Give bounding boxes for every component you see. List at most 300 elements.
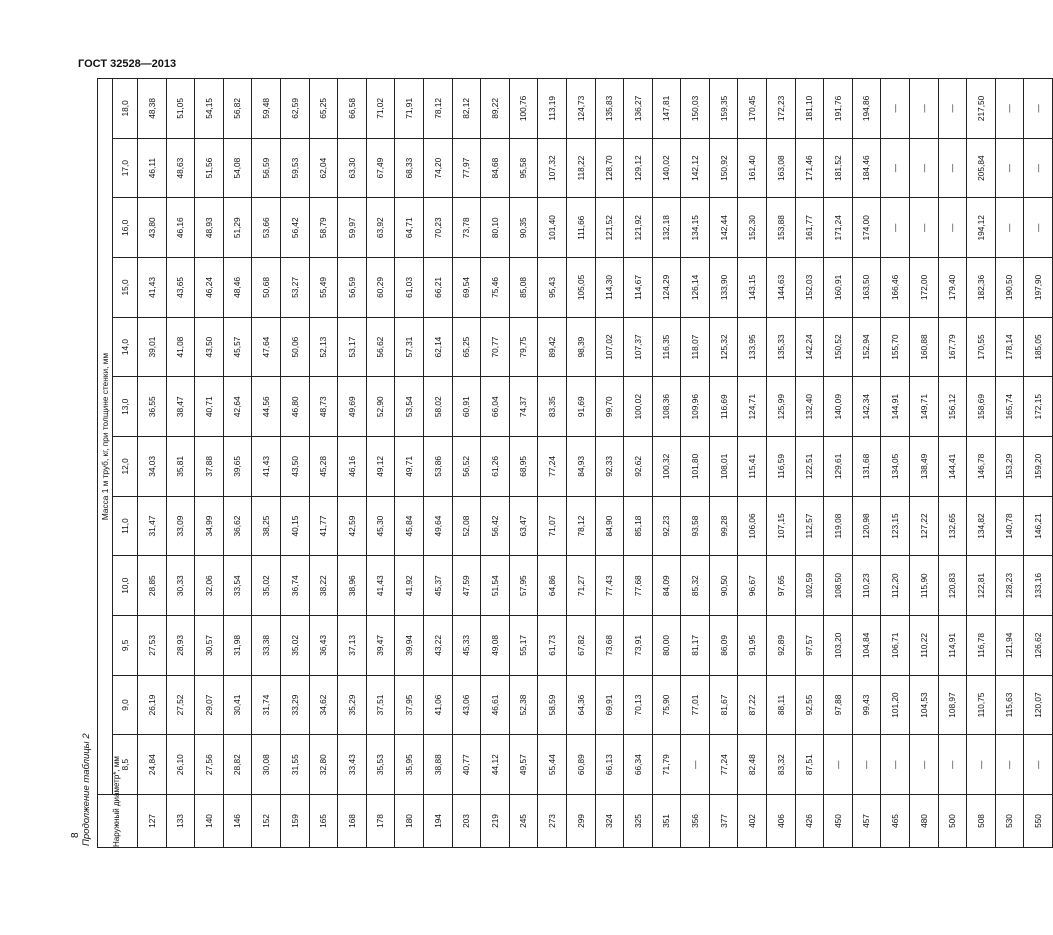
- mass-cell: 74,20: [423, 138, 452, 198]
- mass-cell: —: [1024, 138, 1053, 198]
- mass-cell: 159,35: [709, 79, 738, 139]
- mass-cell: 172,23: [767, 79, 796, 139]
- mass-cell: 38,25: [252, 496, 281, 556]
- mass-cell: 110,22: [910, 616, 939, 676]
- mass-cell: —: [1024, 735, 1053, 795]
- mass-cell: 110,75: [967, 675, 996, 735]
- mass-cell: 46,24: [195, 258, 224, 318]
- mass-cell: 36,43: [309, 616, 338, 676]
- mass-cell: 118,07: [681, 317, 710, 377]
- mass-cell: 54,15: [195, 79, 224, 139]
- mass-cell: 38,22: [309, 556, 338, 616]
- mass-cell: 30,08: [252, 735, 281, 795]
- mass-cell: 110,23: [852, 556, 881, 616]
- mass-cell: 160,91: [824, 258, 853, 318]
- mass-cell: 134,05: [881, 437, 910, 497]
- mass-cell: 170,55: [967, 317, 996, 377]
- mass-cell: 91,95: [738, 616, 767, 676]
- mass-cell: 191,76: [824, 79, 853, 139]
- mass-cell: 63,30: [338, 138, 367, 198]
- diameter-cell: 245: [509, 795, 538, 848]
- wall-thickness-header: 14,0: [113, 317, 138, 377]
- mass-cell: 113,19: [538, 79, 567, 139]
- table-row: [967, 79, 996, 848]
- mass-cell: 31,55: [280, 735, 309, 795]
- mass-cell: 152,94: [852, 317, 881, 377]
- mass-cell: 179,40: [938, 258, 967, 318]
- mass-cell: —: [910, 735, 939, 795]
- diameter-cell: 127: [138, 795, 167, 848]
- mass-cell: 217,50: [967, 79, 996, 139]
- mass-cell: 111,66: [566, 198, 595, 258]
- mass-cell: 40,71: [195, 377, 224, 437]
- table-row: [481, 79, 510, 848]
- mass-cell: 150,92: [709, 138, 738, 198]
- table-row: [166, 79, 195, 848]
- mass-cell: 144,63: [767, 258, 796, 318]
- diameter-cell: 550: [1024, 795, 1053, 848]
- mass-cell: 159,20: [1024, 437, 1053, 497]
- table-row: [366, 79, 395, 848]
- diameter-cell: 133: [166, 795, 195, 848]
- mass-cell: —: [995, 735, 1024, 795]
- mass-cell: 41,43: [252, 437, 281, 497]
- mass-cell: 50,68: [252, 258, 281, 318]
- mass-cell: 91,69: [566, 377, 595, 437]
- mass-cell: 82,12: [452, 79, 481, 139]
- mass-cell: 81,17: [681, 616, 710, 676]
- mass-cell: 92,62: [624, 437, 653, 497]
- mass-cell: 41,06: [423, 675, 452, 735]
- mass-cell: 87,51: [795, 735, 824, 795]
- mass-cell: 133,16: [1024, 556, 1053, 616]
- document-header: ГОСТ 32528—2013: [78, 58, 177, 70]
- mass-cell: 56,82: [223, 79, 252, 139]
- mass-cell: 49,08: [481, 616, 510, 676]
- mass-cell: 31,47: [138, 496, 167, 556]
- mass-cell: 48,46: [223, 258, 252, 318]
- mass-cell: 30,33: [166, 556, 195, 616]
- mass-cell: 43,80: [138, 198, 167, 258]
- mass-cell: 118,22: [566, 138, 595, 198]
- mass-cell: 27,52: [166, 675, 195, 735]
- mass-cell: 61,73: [538, 616, 567, 676]
- mass-cell: —: [995, 198, 1024, 258]
- mass-cell: 108,97: [938, 675, 967, 735]
- mass-cell: —: [995, 79, 1024, 139]
- mass-cell: 39,65: [223, 437, 252, 497]
- mass-cell: 97,65: [767, 556, 796, 616]
- mass-cell: 56,62: [366, 317, 395, 377]
- mass-cell: 160,88: [910, 317, 939, 377]
- mass-cell: 52,38: [509, 675, 538, 735]
- mass-cell: 66,34: [624, 735, 653, 795]
- mass-cell: 143,15: [738, 258, 767, 318]
- mass-cell: 170,45: [738, 79, 767, 139]
- mass-cell: 56,59: [338, 258, 367, 318]
- mass-cell: 63,92: [366, 198, 395, 258]
- mass-cell: 92,55: [795, 675, 824, 735]
- mass-cell: 51,54: [481, 556, 510, 616]
- table-row: [881, 79, 910, 848]
- mass-cell: 84,90: [595, 496, 624, 556]
- mass-cell: 172,15: [1024, 377, 1053, 437]
- mass-cell: 181,10: [795, 79, 824, 139]
- mass-cell: 78,12: [423, 79, 452, 139]
- mass-cell: 66,04: [481, 377, 510, 437]
- mass-cell: 30,41: [223, 675, 252, 735]
- mass-cell: 48,93: [195, 198, 224, 258]
- table-row: [223, 79, 252, 848]
- mass-cell: 90,50: [709, 556, 738, 616]
- mass-cell: 60,91: [452, 377, 481, 437]
- mass-cell: 101,20: [881, 675, 910, 735]
- mass-cell: 46,16: [338, 437, 367, 497]
- mass-cell: 41,08: [166, 317, 195, 377]
- table-row: [338, 79, 367, 848]
- mass-cell: 64,86: [538, 556, 567, 616]
- mass-cell: 45,37: [423, 556, 452, 616]
- mass-cell: 59,97: [338, 198, 367, 258]
- mass-cell: 65,25: [452, 317, 481, 377]
- table-row: [195, 79, 224, 848]
- mass-cell: 27,53: [138, 616, 167, 676]
- mass-cell: —: [881, 735, 910, 795]
- mass-cell: 63,47: [509, 496, 538, 556]
- mass-cell: 43,06: [452, 675, 481, 735]
- mass-cell: 158,69: [967, 377, 996, 437]
- mass-cell: 37,13: [338, 616, 367, 676]
- mass-cell: 122,51: [795, 437, 824, 497]
- mass-cell: 49,69: [338, 377, 367, 437]
- diameter-cell: 351: [652, 795, 681, 848]
- mass-cell: 132,40: [795, 377, 824, 437]
- mass-cell: —: [938, 735, 967, 795]
- table-row: [538, 79, 567, 848]
- mass-cell: 77,68: [624, 556, 653, 616]
- mass-cell: 124,71: [738, 377, 767, 437]
- mass-cell: 36,55: [138, 377, 167, 437]
- mass-cell: 46,80: [280, 377, 309, 437]
- diameter-cell: 402: [738, 795, 767, 848]
- mass-cell: 60,29: [366, 258, 395, 318]
- mass-cell: 142,34: [852, 377, 881, 437]
- diameter-cell: 450: [824, 795, 853, 848]
- mass-cell: 121,92: [624, 198, 653, 258]
- mass-cell: 144,41: [938, 437, 967, 497]
- table-row: [452, 79, 481, 848]
- mass-cell: 106,71: [881, 616, 910, 676]
- table-row: [824, 79, 853, 848]
- wall-thickness-header: 8,5: [113, 735, 138, 795]
- mass-cell: 144,91: [881, 377, 910, 437]
- mass-cell: 64,36: [566, 675, 595, 735]
- diameter-cell: 356: [681, 795, 710, 848]
- mass-cell: 55,49: [309, 258, 338, 318]
- diameter-cell: 377: [709, 795, 738, 848]
- mass-cell: 78,12: [566, 496, 595, 556]
- mass-cell: 34,03: [138, 437, 167, 497]
- wall-thickness-header: 12,0: [113, 437, 138, 497]
- mass-cell: 77,97: [452, 138, 481, 198]
- mass-cell: 44,56: [252, 377, 281, 437]
- mass-cell: 33,54: [223, 556, 252, 616]
- mass-cell: 105,05: [566, 258, 595, 318]
- mass-cell: 59,48: [252, 79, 281, 139]
- diameter-cell: 426: [795, 795, 824, 848]
- mass-cell: 47,64: [252, 317, 281, 377]
- mass-cell: 61,03: [395, 258, 424, 318]
- mass-cell: 41,92: [395, 556, 424, 616]
- diameter-cell: 168: [338, 795, 367, 848]
- mass-cell: 101,80: [681, 437, 710, 497]
- mass-cell: 69,91: [595, 675, 624, 735]
- mass-cell: 40,15: [280, 496, 309, 556]
- mass-cell: 142,12: [681, 138, 710, 198]
- mass-cell: 123,15: [881, 496, 910, 556]
- diameter-cell: 152: [252, 795, 281, 848]
- mass-cell: 167,79: [938, 317, 967, 377]
- mass-cell: 104,53: [910, 675, 939, 735]
- mass-cell: 120,83: [938, 556, 967, 616]
- wall-thickness-header: 13,0: [113, 377, 138, 437]
- mass-cell: 39,94: [395, 616, 424, 676]
- mass-cell: 69,54: [452, 258, 481, 318]
- mass-cell: 39,47: [366, 616, 395, 676]
- mass-cell: 33,43: [338, 735, 367, 795]
- table-row: [138, 79, 167, 848]
- mass-cell: 112,20: [881, 556, 910, 616]
- mass-cell: 59,53: [280, 138, 309, 198]
- mass-cell: 38,88: [423, 735, 452, 795]
- mass-cell: 41,77: [309, 496, 338, 556]
- mass-cell: 35,81: [166, 437, 195, 497]
- mass-cell: 57,95: [509, 556, 538, 616]
- mass-cell: —: [938, 79, 967, 139]
- mass-cell: —: [681, 735, 710, 795]
- mass-cell: 99,43: [852, 675, 881, 735]
- mass-cell: 62,04: [309, 138, 338, 198]
- mass-cell: 114,91: [938, 616, 967, 676]
- table-row: [681, 79, 710, 848]
- table-row: [938, 79, 967, 848]
- mass-cell: 70,13: [624, 675, 653, 735]
- mass-cell: —: [967, 735, 996, 795]
- table-row: [595, 79, 624, 848]
- mass-cell: 134,82: [967, 496, 996, 556]
- table-row: [767, 79, 796, 848]
- mass-cell: 77,24: [538, 437, 567, 497]
- mass-cell: 121,94: [995, 616, 1024, 676]
- mass-cell: 85,18: [624, 496, 653, 556]
- mass-cell: 44,12: [481, 735, 510, 795]
- mass-cell: 71,91: [395, 79, 424, 139]
- mass-cell: 77,24: [709, 735, 738, 795]
- mass-cell: —: [995, 138, 1024, 198]
- mass-cell: 129,61: [824, 437, 853, 497]
- mass-cell: 52,08: [452, 496, 481, 556]
- mass-cell: 49,57: [509, 735, 538, 795]
- mass-cell: 121,52: [595, 198, 624, 258]
- mass-cell: 131,68: [852, 437, 881, 497]
- mass-cell: 161,77: [795, 198, 824, 258]
- mass-cell: 75,46: [481, 258, 510, 318]
- mass-cell: 37,51: [366, 675, 395, 735]
- mass-cell: 52,13: [309, 317, 338, 377]
- wall-thickness-header: 9,0: [113, 675, 138, 735]
- mass-cell: 45,57: [223, 317, 252, 377]
- table-row: [795, 79, 824, 848]
- mass-cell: 43,22: [423, 616, 452, 676]
- diameter-cell: 203: [452, 795, 481, 848]
- mass-cell: 52,90: [366, 377, 395, 437]
- mass-cell: 41,43: [138, 258, 167, 318]
- diameter-cell: 140: [195, 795, 224, 848]
- mass-cell: 152,30: [738, 198, 767, 258]
- mass-cell: 108,36: [652, 377, 681, 437]
- mass-cell: 120,98: [852, 496, 881, 556]
- mass-cell: 28,85: [138, 556, 167, 616]
- mass-cell: 114,30: [595, 258, 624, 318]
- mass-cell: 115,63: [995, 675, 1024, 735]
- diameter-cell: 273: [538, 795, 567, 848]
- diameter-cell: 219: [481, 795, 510, 848]
- wall-thickness-header: 17,0: [113, 138, 138, 198]
- mass-cell: 35,02: [252, 556, 281, 616]
- mass-cell: 33,38: [252, 616, 281, 676]
- table-row: [423, 79, 452, 848]
- mass-cell: 77,01: [681, 675, 710, 735]
- page-number: 8: [70, 832, 81, 838]
- mass-cell: 190,50: [995, 258, 1024, 318]
- mass-cell: 136,27: [624, 79, 653, 139]
- mass-cell: 64,71: [395, 198, 424, 258]
- mass-cell: 28,82: [223, 735, 252, 795]
- mass-cell: 107,32: [538, 138, 567, 198]
- mass-cell: —: [910, 198, 939, 258]
- mass-cell: 197,90: [1024, 258, 1053, 318]
- mass-cell: 125,32: [709, 317, 738, 377]
- mass-cell: 26,10: [166, 735, 195, 795]
- diameter-cell: 508: [967, 795, 996, 848]
- mass-cell: 124,73: [566, 79, 595, 139]
- mass-cell: 62,59: [280, 79, 309, 139]
- mass-cell: 46,11: [138, 138, 167, 198]
- mass-cell: 33,09: [166, 496, 195, 556]
- mass-cell: 83,32: [767, 735, 796, 795]
- mass-cell: 53,66: [252, 198, 281, 258]
- pipe-mass-table: [97, 78, 1053, 848]
- diameter-cell: 194: [423, 795, 452, 848]
- mass-cell: 90,35: [509, 198, 538, 258]
- mass-cell: 108,01: [709, 437, 738, 497]
- wall-thickness-header: 9,5: [113, 616, 138, 676]
- mass-cell: 149,71: [910, 377, 939, 437]
- mass-cell: 67,82: [566, 616, 595, 676]
- mass-cell: 89,22: [481, 79, 510, 139]
- mass-cell: 185,05: [1024, 317, 1053, 377]
- mass-cell: 70,77: [481, 317, 510, 377]
- mass-cell: 42,59: [338, 496, 367, 556]
- mass-cell: 58,79: [309, 198, 338, 258]
- mass-cell: 53,27: [280, 258, 309, 318]
- mass-cell: —: [938, 198, 967, 258]
- mass-cell: 125,99: [767, 377, 796, 437]
- mass-cell: 153,29: [995, 437, 1024, 497]
- mass-cell: 54,08: [223, 138, 252, 198]
- mass-cell: 75,90: [652, 675, 681, 735]
- table-header-row: [98, 79, 113, 848]
- table-row: [395, 79, 424, 848]
- mass-cell: 48,38: [138, 79, 167, 139]
- diameter-cell: 530: [995, 795, 1024, 848]
- mass-cell: 28,93: [166, 616, 195, 676]
- mass-cell: 47,59: [452, 556, 481, 616]
- mass-cell: 171,24: [824, 198, 853, 258]
- mass-cell: 53,86: [423, 437, 452, 497]
- mass-cell: 194,12: [967, 198, 996, 258]
- mass-cell: 24,84: [138, 735, 167, 795]
- table-caption: Продолжение таблицы 2: [81, 733, 92, 846]
- mass-cell: —: [881, 198, 910, 258]
- mass-cell: 43,65: [166, 258, 195, 318]
- wall-thickness-header: 15,0: [113, 258, 138, 318]
- mass-cell: 115,41: [738, 437, 767, 497]
- wall-thickness-header: 10,0: [113, 556, 138, 616]
- mass-cell: 73,91: [624, 616, 653, 676]
- mass-cell: 56,42: [481, 496, 510, 556]
- mass-cell: 142,44: [709, 198, 738, 258]
- mass-cell: 84,93: [566, 437, 595, 497]
- mass-cell: 99,70: [595, 377, 624, 437]
- mass-cell: 35,02: [280, 616, 309, 676]
- mass-cell: 103,20: [824, 616, 853, 676]
- table-row: [280, 79, 309, 848]
- mass-cell: 40,77: [452, 735, 481, 795]
- mass-cell: 194,86: [852, 79, 881, 139]
- diameter-cell: 178: [366, 795, 395, 848]
- mass-cell: 101,40: [538, 198, 567, 258]
- mass-cell: 153,88: [767, 198, 796, 258]
- mass-cell: 124,29: [652, 258, 681, 318]
- mass-cell: 142,24: [795, 317, 824, 377]
- mass-cell: 171,46: [795, 138, 824, 198]
- mass-cell: 163,08: [767, 138, 796, 198]
- mass-cell: 45,84: [395, 496, 424, 556]
- mass-cell: 56,52: [452, 437, 481, 497]
- table-row: [709, 79, 738, 848]
- mass-cell: 81,67: [709, 675, 738, 735]
- mass-cell: 88,11: [767, 675, 796, 735]
- mass-cell: 51,56: [195, 138, 224, 198]
- mass-cell: 68,33: [395, 138, 424, 198]
- mass-cell: 32,06: [195, 556, 224, 616]
- mass-cell: 41,43: [366, 556, 395, 616]
- mass-cell: 60,89: [566, 735, 595, 795]
- table-row: [1024, 79, 1053, 848]
- diameter-cell: 500: [938, 795, 967, 848]
- mass-cell: 152,03: [795, 258, 824, 318]
- mass-cell: 45,33: [452, 616, 481, 676]
- mass-cell: 93,58: [681, 496, 710, 556]
- mass-cell: 92,89: [767, 616, 796, 676]
- mass-cell: 86,09: [709, 616, 738, 676]
- diameter-cell: 480: [910, 795, 939, 848]
- mass-cell: 49,12: [366, 437, 395, 497]
- mass-cell: 109,96: [681, 377, 710, 437]
- mass-cell: 166,46: [881, 258, 910, 318]
- mass-cell: 102,59: [795, 556, 824, 616]
